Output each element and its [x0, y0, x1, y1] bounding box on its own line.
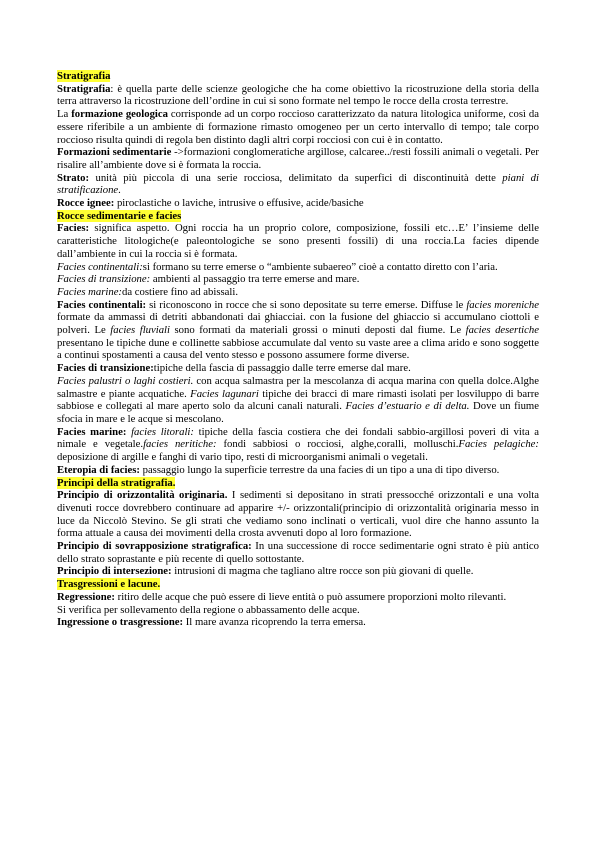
paragraph-principio-sovrapposizione: Principio di sovrapposizione stratigrafica: In una successione di rocce sedimentarie ogni strato è più antico dello strato soprastante e più recente di quello sottostante.	[57, 540, 540, 565]
paragraph-regressione: Regressione: ritiro delle acque che può essere di lieve entità o può assumere proporzioni molto rilevanti.	[57, 590, 507, 603]
paragraph-facies-marine-def: Facies marine:da costiere fino ad abissali.	[57, 285, 239, 298]
paragraph-principio-orizzontalita: Principio di orizzontalità originaria. I sedimenti si depositano in strati pressocché orizzontali e una volta divenuti rocce dovrebbero continuare ad apparire +/- orizzontali(principio di orizzontalità originaria messo in luce da Niccolò Stevino. Se gli strati che vediamo sono inclinati o verticali, vuol dire che hanno assunto la forma attuale a causa dei movimenti della crosta avvenuti dopo al loro formazione.	[57, 489, 540, 540]
paragraph-strato: Strato: unità più piccola di una serie rocciosa, delimitato da superfici di discontinuità dette piani di stratificazione.	[57, 171, 539, 197]
section-heading-principi: Principi della stratigrafia.	[57, 476, 176, 489]
paragraph-formazione-geologica: La formazione geologica corrisponde ad un corpo roccioso caratterizzato da natura litologica uniforme, così da essere riferibile a un ambiente di formazione rimasto omogeneo per un certo intervallo di tempo; tale corpo roccioso risulta quindi di regola ben distinto dagli altri corpi rocciosi con cui è in contatto.	[57, 108, 539, 146]
paragraph-facies-transizione: Facies di transizione:tipiche della fascia di passaggio dalle terre emerse dal mare.	[57, 362, 411, 375]
paragraph-facies-marine: Facies marine: facies litorali: tipiche della fascia costiera che dei fondali sabbio-argillosi poveri di vita a nimale e vegetale.facies neritiche: fondi sabbiosi o rocciosi, alghe,coralli, molluschi.Facies pelagiche: deposizione di argille e fanghi di vario tipo, resti di microorganismi animali o vegetali.	[57, 425, 539, 464]
paragraph-facies: Facies: significa aspetto. Ogni roccia ha un proprio colore, composizione, fossili etc…E’ l’insieme delle caratteristiche litologiche(e paleontologiche se sono presenti fossili) di una roccia.La facies dipende dall’ambiente in cui la roccia si è formata.	[57, 222, 539, 260]
paragraph-ingressione: Ingressione o trasgressione: Il mare avanza ricoprendo la terra emersa.	[57, 616, 366, 629]
paragraph-facies-transizione-def: Facies di transizione: ambienti al passaggio tra terre emerse and mare.	[57, 273, 360, 286]
paragraph-facies-continentali-def: Facies continentali:si formano su terre emerse o “ambiente subaereo” cioè a contatto diretto con l’aria.	[57, 260, 498, 273]
paragraph-formazioni-sedimentarie: Formazioni sedimentarie ->formazioni conglomeratiche argillose, calcaree../resti fossili animali o vegetali. Per risalire all’ambiente dove si è formata la roccia.	[57, 146, 539, 171]
section-heading-trasgressioni: Trasgressioni e lacune.	[57, 578, 161, 591]
document-page	[57, 70, 539, 629]
paragraph-stratigrafia: Stratigrafia: è quella parte delle scienze geologiche che ha come obiettivo la ricostruzione della storia della terra attraverso la ricostruzione dell’ordine in cui si sono formate nel tempo le rocce della crosta terrestre.	[57, 82, 539, 108]
paragraph-rocce-ignee: Rocce ignee: piroclastiche o laviche, intrusive o effusive, acide/basiche	[57, 197, 364, 210]
section-heading-rocce-sedimentarie: Rocce sedimentarie e facies	[57, 209, 182, 222]
paragraph-facies-palustri: Facies palustri o laghi costieri. con acqua salmastra per la mescolanza di acqua marina con quella dolce.Alghe salmastre e piante acquatiche. Facies lagunari tipiche dei bracci di mare rimasti isolati per losviluppo di barre sabbiose e collegati al mare aperto solo da alcuni canali naturali. Facies d’estuario e di delta. Dove un fiume sfocia in mare e le acque si mescolano.	[57, 374, 539, 425]
paragraph-eteropia: Eteropia di facies: passaggio lungo la superficie terrestre da una facies di un tipo a una di tipo diverso.	[57, 463, 500, 476]
section-heading-stratigrafia: Stratigrafia	[57, 70, 111, 82]
paragraph-facies-continentali: Facies continentali: si riconoscono in rocce che si sono depositate su terre emerse. Diffuse le facies moreniche formate da ammassi di detriti abbandonati dai ghiacciai. con la fusione del ghiaccio si accumulano ciottoli e polveri. Le facies fluviali sono formati da materiali grossi o minuti deposti dal fiume. Le facies desertiche presentano le tipiche dune e collinette sabbiose accumulate dal vento su vaste aree a clima arido e sono soggette a continui spostamenti a causa del vento stesso e possono assumere forme diverse.	[57, 298, 539, 362]
paragraph-sollevamento: Si verifica per sollevamento della regione o abbassamento delle acque.	[57, 603, 360, 616]
paragraph-principio-intersezione: Principio di intersezione: intrusioni di magma che tagliano altre rocce son più giovani di quelle.	[57, 565, 474, 578]
